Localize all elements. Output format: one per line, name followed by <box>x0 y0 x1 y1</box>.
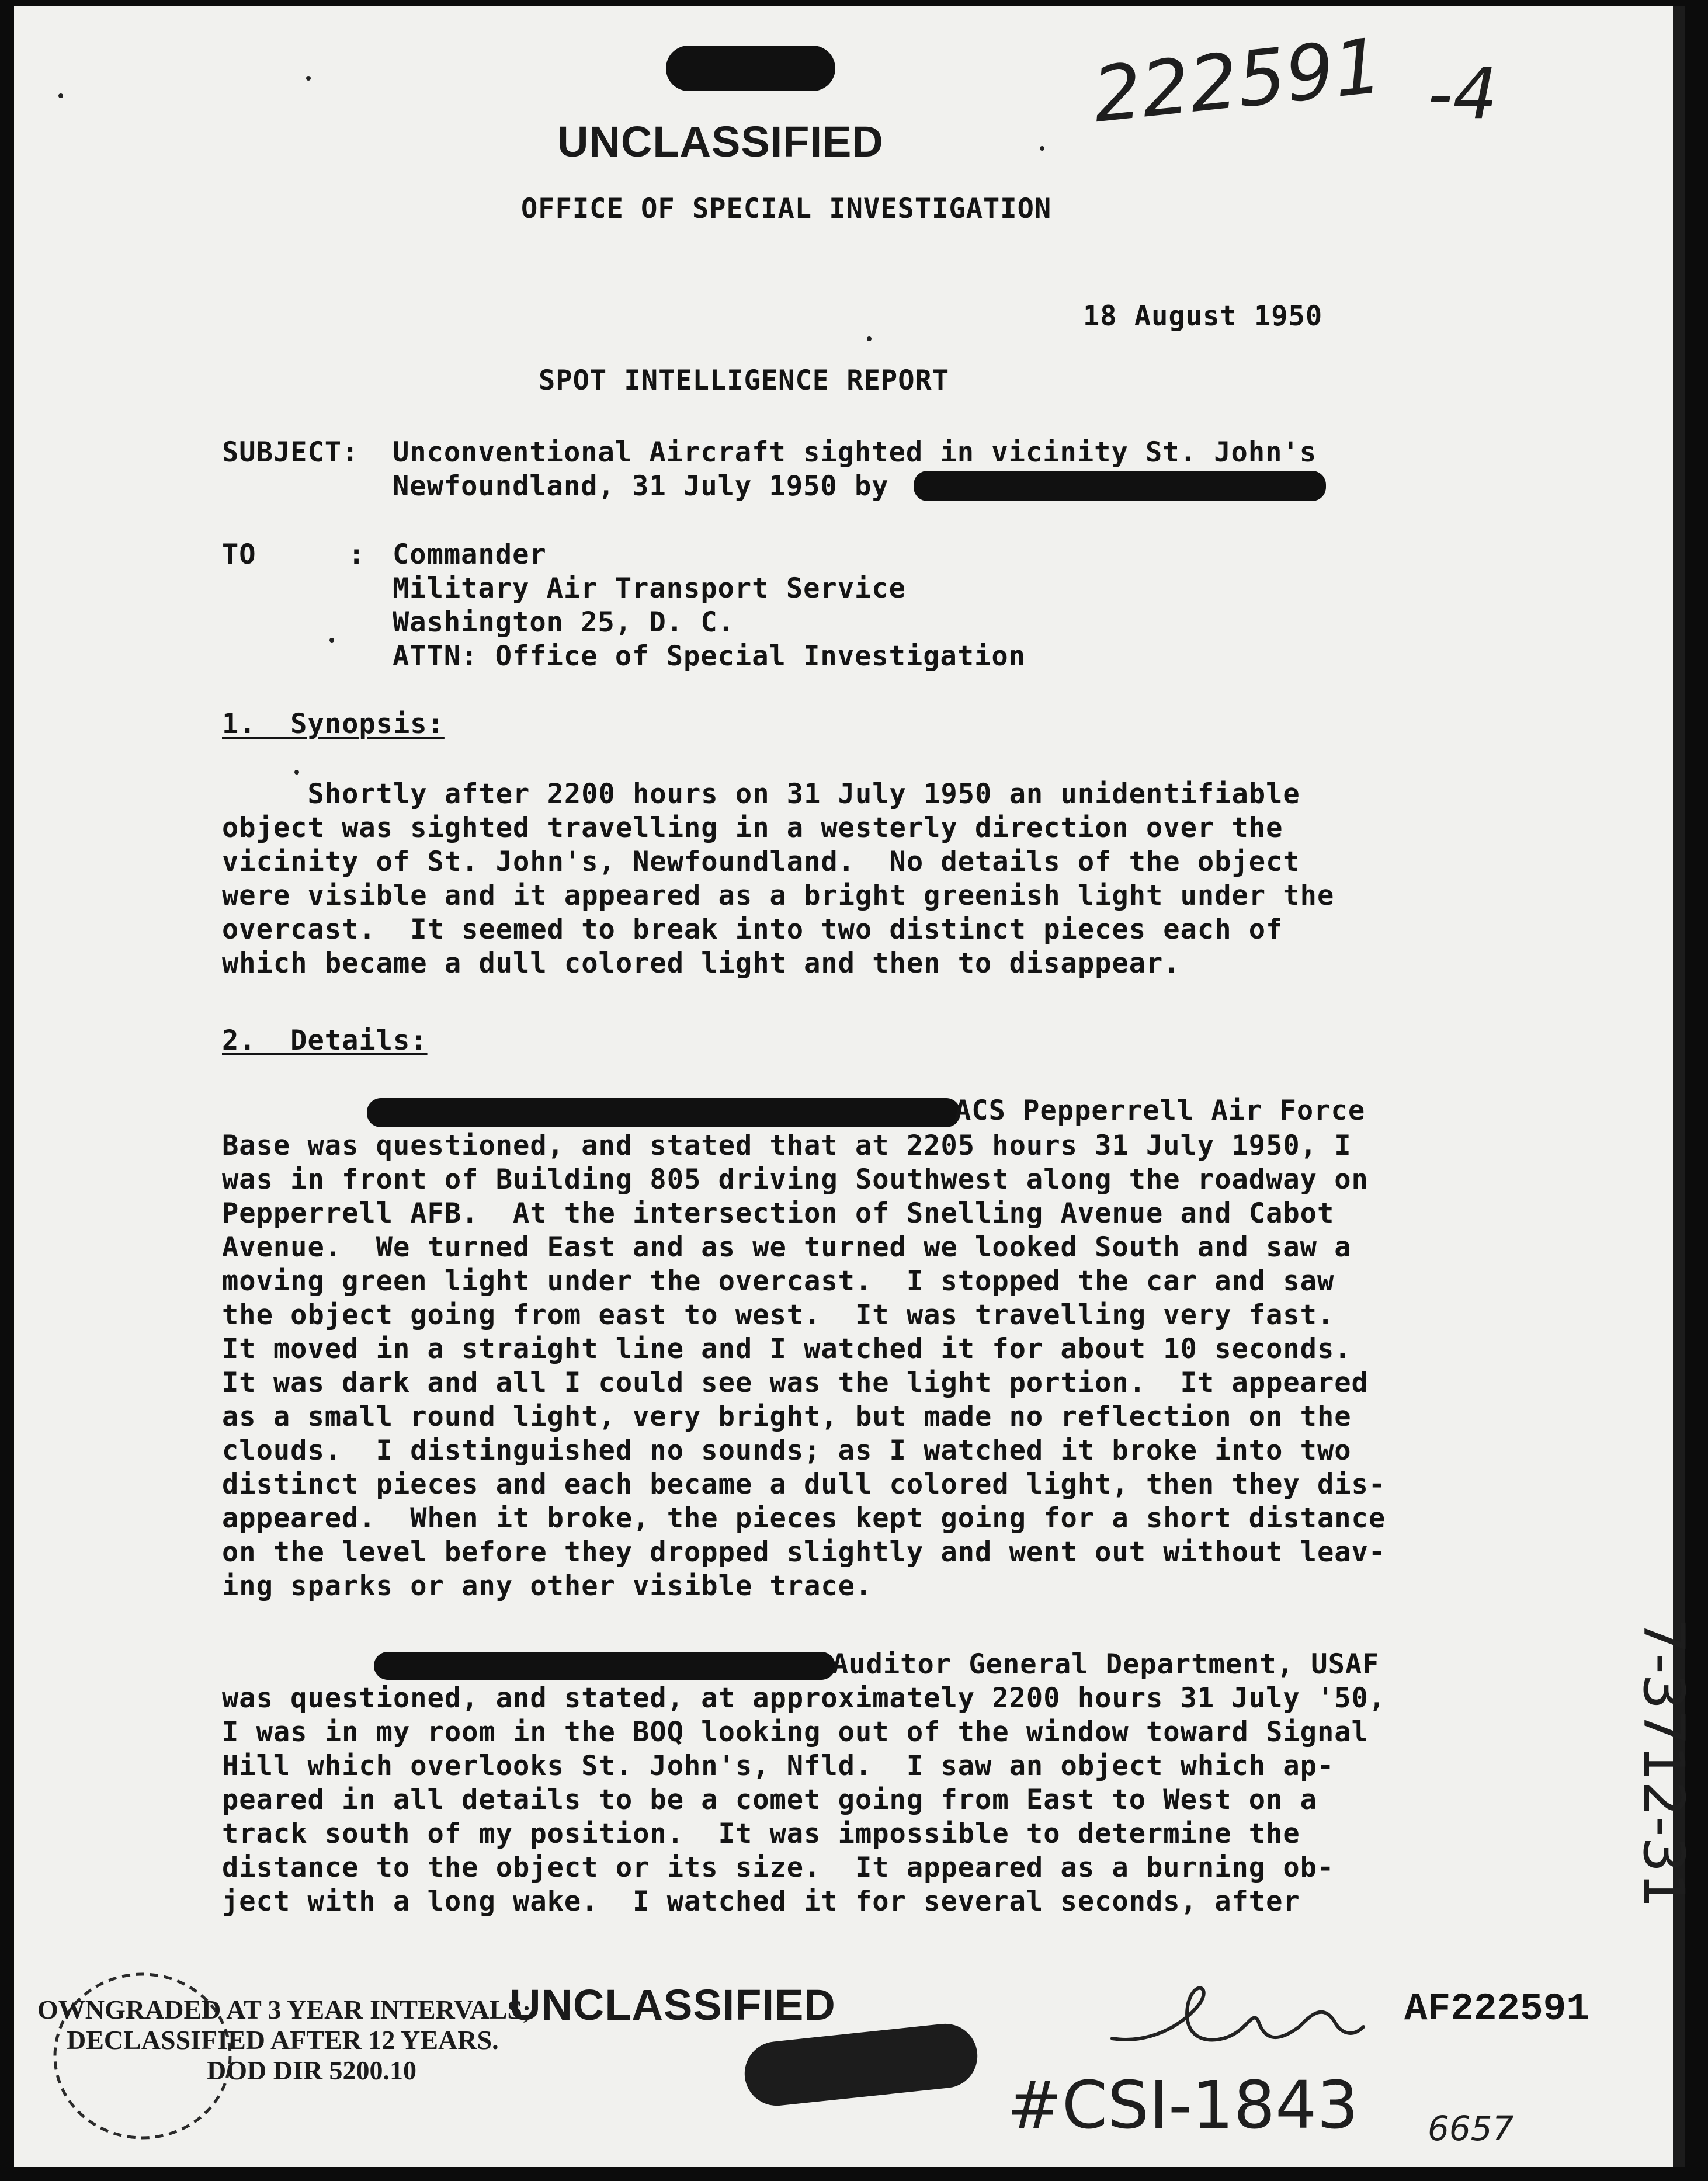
details-line: distinct pieces and each became a dull colored light, then they dis- <box>222 1468 1386 1501</box>
report-title: SPOT INTELLIGENCE REPORT <box>539 364 950 397</box>
details-line: appeared. When it broke, the pieces kept going for a short distance <box>222 1502 1386 1534</box>
details-line: was questioned, and stated, at approximately 2200 hours 31 July '50, <box>222 1682 1386 1714</box>
synopsis-line: which became a dull colored light and then to disappear. <box>222 947 1181 980</box>
handwritten-signature <box>1101 1968 1369 2062</box>
subject-line-1: Unconventional Aircraft sighted in vicinity St. John's <box>393 436 1317 468</box>
details-line: as a small round light, very bright, but made no reflection on the <box>222 1401 1352 1433</box>
details-line: was in front of Building 805 driving Southwest along the roadway on <box>222 1164 1369 1196</box>
top-redaction-bar <box>666 46 835 91</box>
details-para2-first: Auditor General Department, USAF <box>832 1648 1380 1680</box>
subject-label: SUBJECT: <box>222 436 359 468</box>
speck <box>867 336 872 341</box>
details-line: distance to the object or its size. It appeared as a burning ob- <box>222 1852 1335 1884</box>
handwritten-small-number: 6657 <box>1428 2109 1514 2148</box>
details-para1-first: ACS Pepperrell Air Force <box>954 1095 1366 1127</box>
classification-header: UNCLASSIFIED <box>557 117 884 166</box>
to-line-2: Military Air Transport Service <box>393 572 906 605</box>
details-line: moving green light under the overcast. I stopped the car and saw <box>222 1265 1335 1297</box>
to-label: TO <box>222 539 256 571</box>
synopsis-line: Shortly after 2200 hours on 31 July 1950 an unidentifiable <box>222 778 1300 810</box>
speck <box>306 76 311 81</box>
to-line-3: Washington 25, D. C. <box>393 606 735 638</box>
synopsis-heading: 1. Synopsis: <box>222 708 445 740</box>
handwritten-case-number: #CSI-1843 <box>1007 2068 1359 2144</box>
details-line: Avenue. We turned East and as we turned we looked South and saw a <box>222 1231 1352 1263</box>
details-line: the object going from east to west. It was travelling very fast. <box>222 1299 1335 1331</box>
side-handwritten-note: 7-3712-31 <box>1631 1618 1696 1908</box>
synopsis-line: overcast. It seemed to break into two distinct pieces each of <box>222 914 1283 946</box>
details-line: Pepperrell AFB. At the intersection of Snelling Avenue and Cabot <box>222 1197 1335 1230</box>
document-page <box>14 6 1696 2167</box>
synopsis-line: object was sighted travelling in a westerly direction over the <box>222 812 1283 844</box>
to-colon: : <box>348 539 366 571</box>
details-heading: 2. Details: <box>222 1024 428 1057</box>
details-line: on the level before they dropped slightly and went out without leav- <box>222 1536 1386 1568</box>
details-line: track south of my position. It was impossible to determine the <box>222 1818 1300 1850</box>
details-line: peared in all details to be a comet going from East to West on a <box>222 1784 1317 1816</box>
details-line: ing sparks or any other visible trace. <box>222 1570 873 1602</box>
downgrade-line-2: DECLASSIFIED AFTER 12 YEARS. <box>67 2025 499 2055</box>
synopsis-line: were visible and it appeared as a bright greenish light under the <box>222 880 1335 912</box>
witness-2-redaction <box>374 1652 835 1680</box>
footer-smudge <box>741 2020 980 2109</box>
details-line: It moved in a straight line and I watched it for about 10 seconds. <box>222 1333 1352 1365</box>
af-number: AF222591 <box>1404 1987 1589 2031</box>
details-line: ject with a long wake. I watched it for several seconds, after <box>222 1885 1300 1918</box>
details-line: Base was questioned, and stated that at 2205 hours 31 July 1950, I <box>222 1130 1352 1162</box>
speck <box>329 638 334 643</box>
office-title: OFFICE OF SPECIAL INVESTIGATION <box>521 193 1052 225</box>
subject-line-2: Newfoundland, 31 July 1950 by <box>393 470 889 502</box>
downgrade-line-3: DOD DIR 5200.10 <box>207 2055 417 2085</box>
handwritten-document-number: 222591 <box>1089 21 1387 140</box>
classification-footer: UNCLASSIFIED <box>509 1981 836 2029</box>
details-line: Hill which overlooks St. John's, Nfld. I saw an object which ap- <box>222 1750 1335 1782</box>
speck <box>1040 146 1044 151</box>
to-line-1: Commander <box>393 539 547 571</box>
handwritten-suffix: -4 <box>1428 54 1498 135</box>
details-line: I was in my room in the BOQ looking out of the window toward Signal <box>222 1716 1369 1748</box>
details-line: clouds. I distinguished no sounds; as I watched it broke into two <box>222 1435 1352 1467</box>
details-line: It was dark and all I could see was the light portion. It appeared <box>222 1367 1369 1399</box>
witness-1-redaction <box>367 1098 960 1127</box>
subject-name-redaction <box>914 471 1326 501</box>
speck <box>294 770 299 775</box>
speck <box>58 93 63 98</box>
report-date: 18 August 1950 <box>1083 300 1323 332</box>
to-line-4: ATTN: Office of Special Investigation <box>393 640 1026 672</box>
downgrade-line-1: OWNGRADED AT 3 YEAR INTERVALS; <box>37 1995 532 2024</box>
synopsis-line: vicinity of St. John's, Newfoundland. No details of the object <box>222 846 1300 878</box>
